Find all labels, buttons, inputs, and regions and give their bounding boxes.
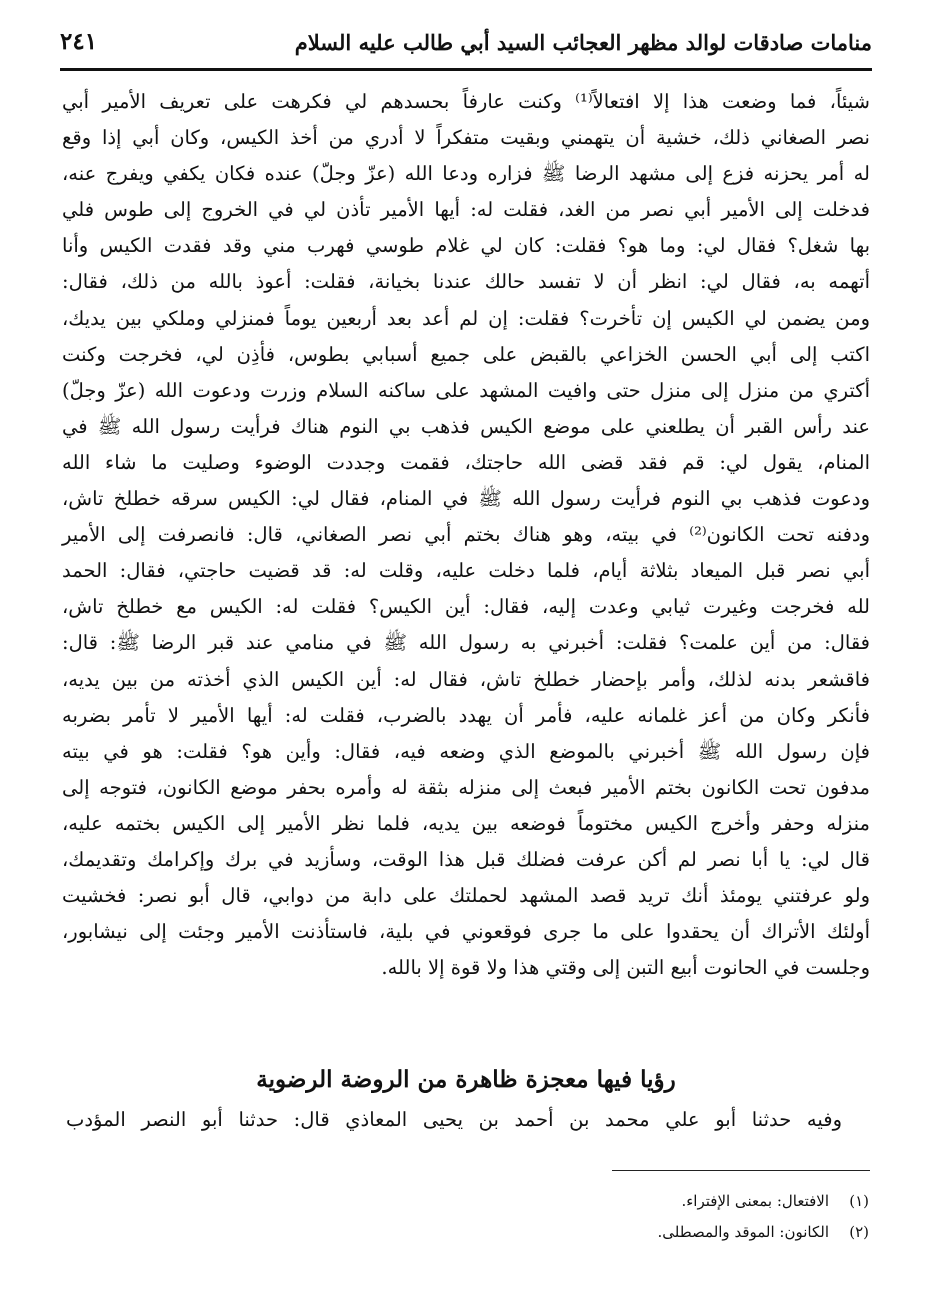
footnote-number: (١)	[849, 1192, 869, 1210]
footnote-text: الكانون: الموقد والمصطلى.	[657, 1223, 829, 1241]
text-line: فأنكر وكان من أعز غلمانه عليه، فأمر أن يهدد بالضرب، فقلت له: أيها الأمير لا تأمر بضربه	[62, 703, 870, 727]
text-line: فقال: من أين علمت؟ فقلت: أخبرني به رسول الله ﷺ في منامي عند قبر الرضا ﷺ: قال:	[62, 631, 870, 655]
text-line: فإن رسول الله ﷺ أخبرني بالموضع الذي وضعه فيه، فقال: وأين هو؟ فقلت: هو في بيته	[62, 739, 870, 763]
text-line: لله فخرجت وغيرت ثيابي وعدت إليه، فقال: أين الكيس؟ فقلت له: الكيس مع خطلخ تاش،	[62, 595, 870, 619]
running-title: منامات صادقات لوالد مظهر العجائب السيد أبي طالب عليه السلام	[294, 30, 872, 55]
header-rule	[60, 68, 872, 71]
body-text	[62, 84, 870, 986]
text-line: فدخلت إلى الأمير أبي نصر من الغد، فقلت له: أيها الأمير تأذن لي في الخروج إلى طوس فلي	[62, 198, 870, 222]
text-line: ودفنه تحت الكانون⁽²⁾ في بيته، وهو هناك بختم أبي نصر الصغاني، قال: فانصرفت إلى الأمير	[62, 523, 871, 547]
text-line: عند رأس القبر أن يطلعني على موضع الكيس فذهب بي النوم هناك فرأيت رسول الله ﷺ في	[62, 414, 870, 438]
text-line: اكتب إلى أبي الحسن الخزاعي بالقبض على جميع أسبابي بطوس، فأذِن لي، فخرجت وكنت	[62, 342, 870, 366]
footnote	[657, 1217, 869, 1248]
text-line: بها شغل؟ فقال لي: وما هو؟ فقلت: كان لي غلام طوسي فهرب مني وقد فقدت الكيس وأنا	[62, 234, 870, 258]
running-header	[60, 28, 872, 64]
text-line: قال لي: يا أبا نصر لم أكن عرفت فضلك قبل هذا الوقت، وسأزيد في برك وإكرامك وتقديمك،	[62, 847, 870, 871]
text-line: أبي نصر قبل الميعاد بثلاثة أيام، فلما دخلت عليه، وقلت له: قد قضيت حاجتي، فقال: الحمد	[62, 559, 870, 583]
page-number: ٢٤١	[60, 28, 98, 55]
text-line: ومن يضمن لي الكيس إن تأخرت؟ فقلت: إن لم أعد بعد أربعين يوماً فمنزلي وملكي بين يديك،	[62, 306, 870, 330]
text-line: ولو عرفتني يومئذ أنك تريد قصد المشهد لحملتك على دابة من دوابي، قال أبو نصر: فخشيت	[62, 884, 870, 908]
footnote	[657, 1186, 869, 1217]
section-intro: وفيه حدثنا أبو علي محمد بن أحمد بن يحيى المعاذي قال: حدثنا أبو النصر المؤدب	[66, 1108, 842, 1131]
text-line: فاقشعر بدنه لذلك، وأمر بإحضار خطلخ تاش، فقال له: أين الكيس الذي أخذته من بين يديه،	[62, 667, 870, 691]
footnote-rule	[612, 1170, 870, 1171]
text-line: منزله وحفر وأخرج الكيس مختوماً فوضعه بين يديه، فلما نظر الأمير إلى الكيس بختمه عليه،	[62, 811, 870, 835]
footnote-text: الافتعال: بمعنى الإفتراء.	[681, 1192, 829, 1210]
text-line: أتهمه به، فقال لي: انظر أن لا تفسد حالك عندنا بخيانة، فقلت: أعوذ بالله من ذلك، فقال:	[62, 270, 870, 294]
text-line: نصر الصغاني ذلك، خشية أن يتهمني وبقيت متفكراً لا أدري من أخذ الكيس، وكان أبي إذا وقع	[62, 126, 870, 150]
text-line: وجلست في الحانوت أبيع التبن إلى وقتي هذا ولا قوة إلا بالله.	[381, 956, 870, 980]
text-line: له أمر يحزنه فزع إلى مشهد الرضا ﷺ فزاره ودعا الله (عزّ وجلّ) عنده فكان يكفي ويفرج عنه،	[62, 162, 870, 186]
footnotes	[657, 1186, 869, 1248]
text-line: شيئاً، فما وضعت هذا إلا افتعالاً⁽¹⁾ وكنت عارفاً بحسدهم لي فكرهت على تعريف الأمير أبي	[62, 90, 870, 113]
footnote-number: (٢)	[849, 1223, 869, 1241]
text-line: أولئك الأتراك أن يحقدوا على ما جرى فوقعوني في بلية، فاستأذنت الأمير وجئت إلى نيشابور،	[62, 920, 870, 944]
section-heading: رؤيا فيها معجزة ظاهرة من الروضة الرضوية	[256, 1066, 676, 1093]
text-line: ودعوت فذهب بي النوم فرأيت رسول الله ﷺ في المنام، فقال لي: الكيس سرقه خطلخ تاش،	[62, 487, 870, 511]
text-line: أكتري من منزل إلى منزل حتى وافيت المشهد على ساكنه السلام وزرت ودعوت الله (عزّ وجلّ)	[62, 378, 870, 402]
text-line: مدفون تحت الكانون بختم الأمير فبعث إلى منزله بثقة له وأمره بحفر موضع الكانون، فتوجه إلى	[62, 775, 870, 799]
text-line: المنام، يقول لي: قم فقد قضى الله حاجتك، فقمت وجددت الوضوء وصليت ما شاء الله	[62, 450, 870, 474]
